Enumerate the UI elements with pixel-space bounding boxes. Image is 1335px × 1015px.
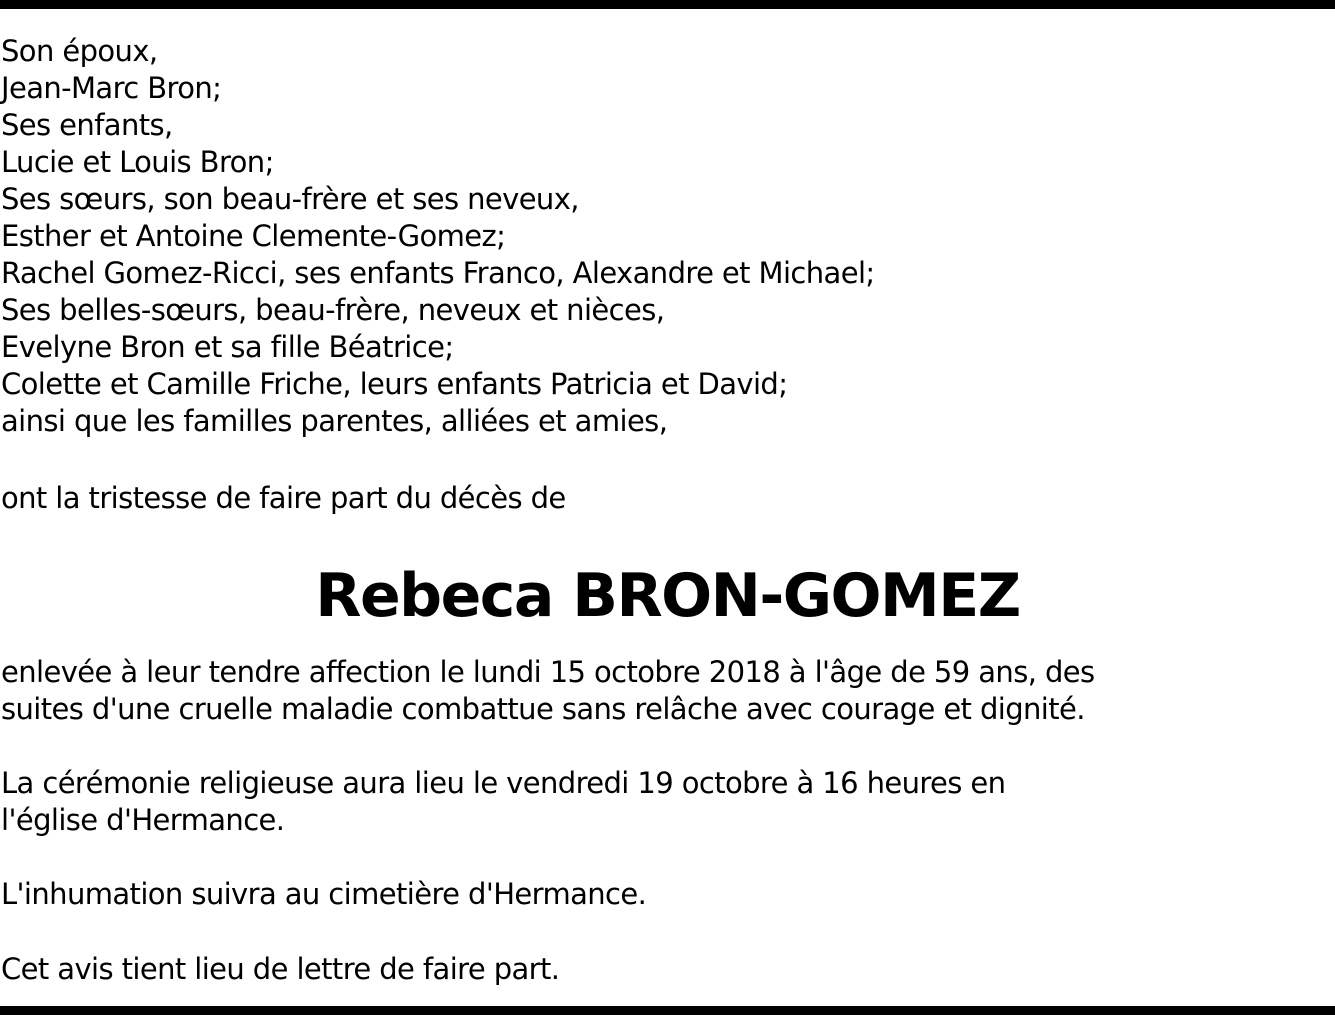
death-line: enlevée à leur tendre affection le lundi 15 octobre 2018 à l'âge de 59 ans, des — [1, 655, 1095, 689]
ceremony-paragraph — [1, 765, 1005, 839]
deceased-name: Rebeca BRON-GOMEZ — [315, 561, 1020, 631]
family-line: Rachel Gomez-Ricci, ses enfants Franco, Alexandre et Michael; — [1, 256, 875, 290]
family-line: Ses enfants, — [1, 108, 173, 142]
notice-paragraph — [1, 951, 559, 988]
top-border-rule — [0, 0, 1335, 9]
family-line: Colette et Camille Friche, leurs enfants Patricia et David; — [1, 367, 788, 401]
family-line: Ses sœurs, son beau-frère et ses neveux, — [1, 182, 579, 216]
family-line: Lucie et Louis Bron; — [1, 145, 274, 179]
burial-paragraph — [1, 876, 646, 913]
family-line: ainsi que les familles parentes, alliées et amies, — [1, 404, 668, 438]
family-line: Jean-Marc Bron; — [1, 71, 222, 105]
ceremony-line: La cérémonie religieuse aura lieu le vendredi 19 octobre à 16 heures en — [1, 766, 1006, 800]
ceremony-line: l'église d'Hermance. — [1, 803, 285, 837]
bottom-border-rule — [0, 1006, 1335, 1015]
death-paragraph — [1, 654, 1095, 728]
death-line: suites d'une cruelle maladie combattue sans relâche avec courage et dignité. — [1, 692, 1085, 726]
family-line: Ses belles-sœurs, beau-frère, neveux et nièces, — [1, 293, 665, 327]
burial-line: L'inhumation suivra au cimetière d'Hermance. — [1, 877, 647, 911]
announcement-intro: ont la tristesse de faire part du décès de — [1, 481, 566, 515]
notice-line: Cet avis tient lieu de lettre de faire part. — [1, 952, 560, 986]
family-line: Son époux, — [1, 34, 158, 68]
family-list — [1, 33, 1331, 440]
family-line: Esther et Antoine Clemente-Gomez; — [1, 219, 506, 253]
family-line: Evelyne Bron et sa fille Béatrice; — [1, 330, 454, 364]
